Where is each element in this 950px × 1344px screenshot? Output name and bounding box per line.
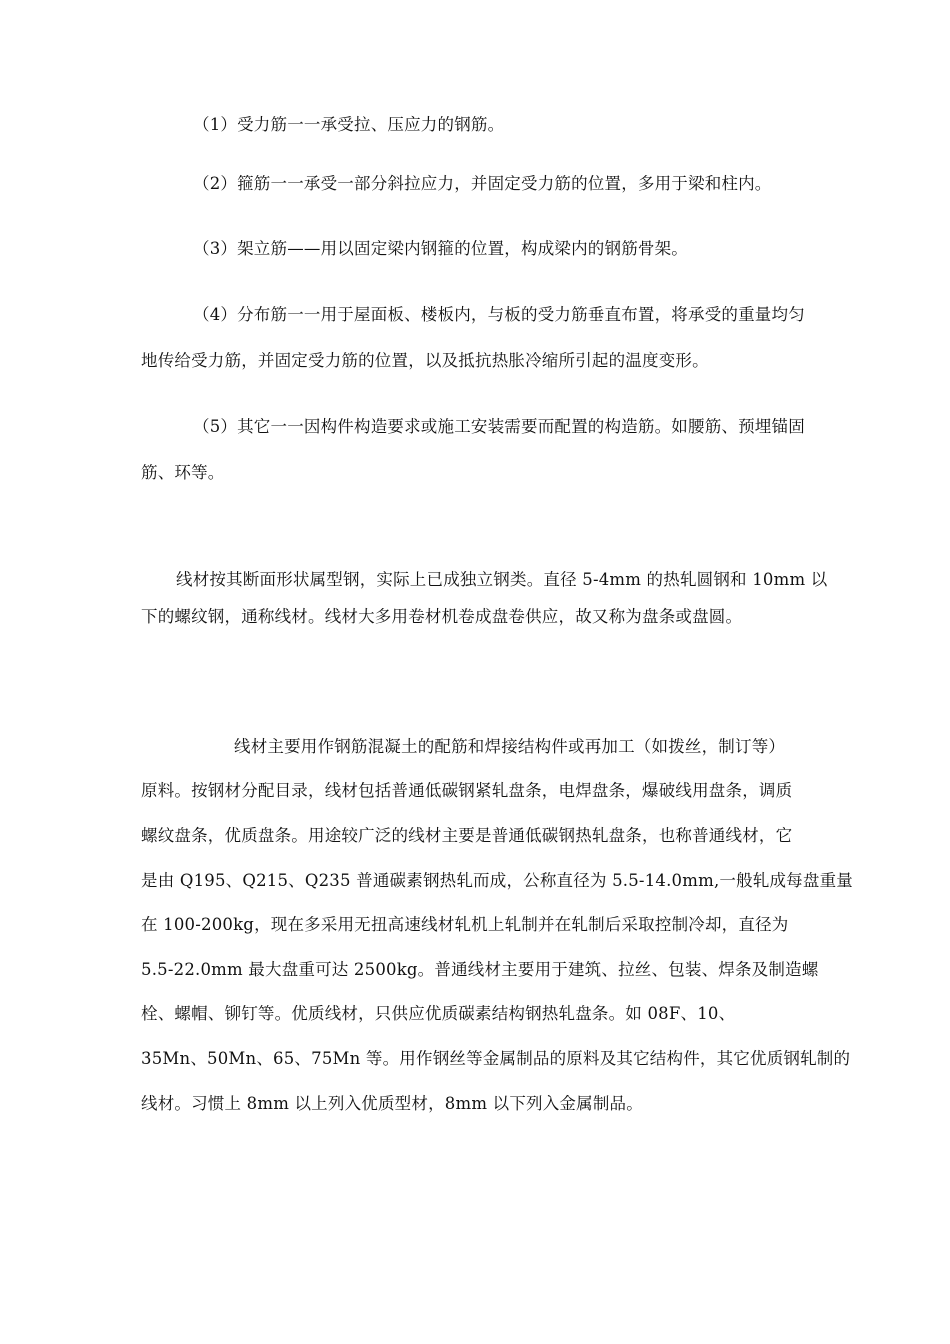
item-1-line-1: （1）受力筋一一承受拉、压应力的钢筋。 bbox=[193, 115, 505, 134]
wire-use-line-7: 栓、螺帽、铆钉等。优质线材，只供应优质碳素结构钢热轧盘条。如 08F、10、 bbox=[141, 1004, 736, 1023]
wire-use-line-8: 35Mn、50Mn、65、75Mn 等。用作钢丝等金属制品的原料及其它结构件，其它优质钢轧制的 bbox=[141, 1049, 851, 1068]
item-4-line-1: （4）分布筋一一用于屋面板、楼板内，与板的受力筋垂直布置，将承受的重量均匀 bbox=[193, 305, 805, 324]
item-4-line-2: 地传给受力筋，并固定受力筋的位置，以及抵抗热胀冷缩所引起的温度变形。 bbox=[141, 351, 709, 370]
item-3-line-1: （3）架立筋——用以固定梁内钢箍的位置，构成梁内的钢筋骨架。 bbox=[193, 239, 688, 258]
wire-use-line-9: 线材。习惯上 8mm 以上列入优质型材，8mm 以下列入金属制品。 bbox=[141, 1094, 643, 1113]
wire-def-line-2: 下的螺纹钢，通称线材。线材大多用卷材机卷成盘卷供应，故又称为盘条或盘圆。 bbox=[141, 607, 743, 626]
item-2-line-1: （2）箍筋一一承受一部分斜拉应力，并固定受力筋的位置，多用于梁和柱内。 bbox=[193, 174, 772, 193]
wire-use-line-2: 原料。按钢材分配目录，线材包括普通低碳钢紧轧盘条，电焊盘条，爆破线用盘条，调质 bbox=[141, 781, 793, 800]
wire-use-line-5: 在 100-200kg，现在多采用无扭高速线材轧机上轧制并在轧制后采取控制冷却，直径为 bbox=[141, 915, 789, 934]
item-5-line-1: （5）其它一一因构件构造要求或施工安装需要而配置的构造筋。如腰筋、预埋锚固 bbox=[193, 417, 805, 436]
wire-def-line-1: 线材按其断面形状属型钢，实际上已成独立钢类。直径 5-4mm 的热轧圆钢和 10mm 以 bbox=[176, 570, 828, 589]
wire-use-line-6: 5.5-22.0mm 最大盘重可达 2500kg。普通线材主要用于建筑、拉丝、包装、焊条及制造螺 bbox=[141, 960, 819, 979]
wire-use-line-4: 是由 Q195、Q215、Q235 普通碳素钢热轧而成，公称直径为 5.5-14.0mm,一般轧成每盘重量 bbox=[141, 871, 853, 890]
item-5-line-2: 筋、环等。 bbox=[141, 463, 225, 482]
wire-use-line-1: 线材主要用作钢筋混凝土的配筋和焊接结构件或再加工（如拨丝，制订等） bbox=[234, 737, 786, 756]
wire-use-line-3: 螺纹盘条，优质盘条。用途较广泛的线材主要是普通低碳钢热轧盘条，也称普通线材，它 bbox=[141, 826, 793, 845]
